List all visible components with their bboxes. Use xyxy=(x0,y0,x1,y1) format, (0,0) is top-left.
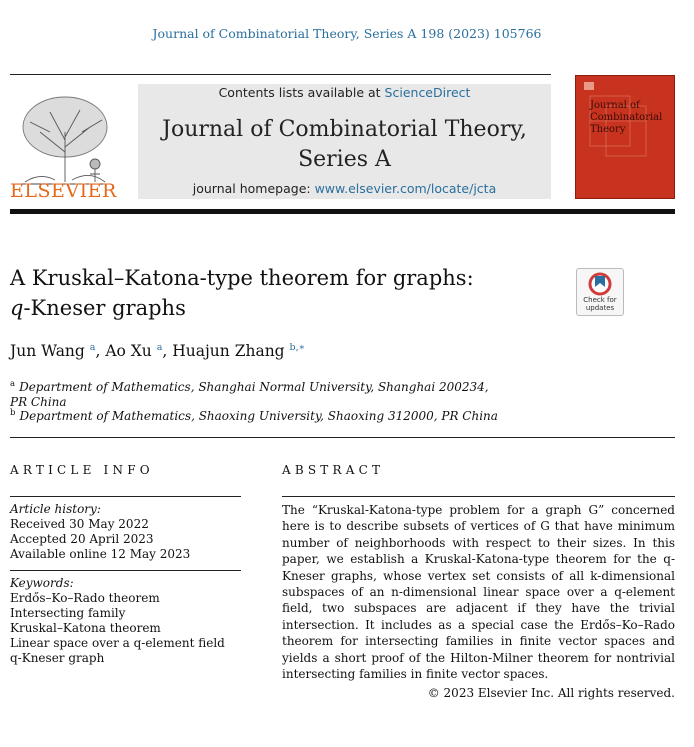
author-list: Jun Wang $^a$, Ao Xu $^a$, Huajun Zhang $^{b,∗}$ xyxy=(10,342,306,361)
contents-prefix: Contents lists available at xyxy=(218,85,385,100)
journal-title xyxy=(138,115,551,175)
author-affiliation-mark[interactable]: b,∗ xyxy=(289,342,306,353)
paper-title-line2 xyxy=(10,293,570,323)
contents-line xyxy=(138,85,551,100)
affiliation-mark: a xyxy=(10,379,16,389)
paper-title xyxy=(10,263,570,323)
abstract-heading: ABSTRACT xyxy=(282,463,385,477)
journal-reference[interactable]: Journal of Combinatorial Theory, Series A 198 (2023) 105766 xyxy=(152,26,542,41)
affiliation-line2: PR China xyxy=(10,395,67,409)
article-history xyxy=(10,502,240,562)
homepage-prefix: journal homepage: xyxy=(192,181,315,196)
affiliation-line1: Department of Mathematics, Shaoxing University, Shaoxing 312000, PR China xyxy=(19,409,498,423)
history-received: Received 30 May 2022 xyxy=(10,517,149,531)
keywords-block xyxy=(10,576,240,666)
keyword-item: Erdős–Ko–Rado theorem xyxy=(10,591,160,605)
title-line2-rest: -Kneser graphs xyxy=(23,296,186,320)
article-info-rule xyxy=(10,496,241,497)
author-affiliation-mark[interactable]: a xyxy=(89,342,96,353)
cover-line-2: Combinatorial xyxy=(590,112,663,123)
paper-title-line1: A Kruskal–Katona-type theorem for graphs: xyxy=(10,266,474,290)
header-top-rule xyxy=(10,74,551,75)
journal-cover-image-icon[interactable] xyxy=(575,75,675,199)
cover-line-1: Journal of xyxy=(590,100,640,111)
history-online: Available online 12 May 2023 xyxy=(10,547,191,561)
title-q-variable: q xyxy=(10,296,24,320)
keywords-rule xyxy=(10,570,241,571)
author-name[interactable]: Ao Xu xyxy=(105,342,152,361)
keyword-item: Kruskal–Katona theorem xyxy=(10,621,161,635)
section-separator xyxy=(10,437,675,438)
history-accepted: Accepted 20 April 2023 xyxy=(10,532,154,546)
keyword-item: Linear space over a q-element field xyxy=(10,636,225,650)
article-history-label: Article history: xyxy=(10,502,101,516)
cover-line-3: Theory xyxy=(590,124,626,135)
copyright-notice: © 2023 Elsevier Inc. All rights reserved. xyxy=(427,686,675,700)
affiliation-b xyxy=(10,406,570,424)
abstract-text: The “Kruskal-Katona-type problem for a graph G” concerned here is to describe subsets of vertices of G that have minimum number of neighborhoods with respect to their sizes. In this paper, we establish a Kruskal-Katona-type theorem for the q-Kneser graphs, whose vertex set consists of all k-dimensional subspaces of an n-dimensional linear space over a q-element field, two subspaces are adjacent if they have the trivial intersection. It includes as a special case the Erdős–Ko–Rado theorem for intersecting families in finite vector spaces and yields a short proof of the Hilton-Milner theorem for nontrivial intersecting families in finite vector spaces. xyxy=(282,503,675,682)
journal-title-line1: Journal of Combinatorial Theory, xyxy=(162,117,527,142)
article-info-heading: ARTICLE INFO xyxy=(10,463,154,477)
elsevier-wordmark[interactable]: ELSEVIER xyxy=(10,180,117,202)
author-name[interactable]: Huajun Zhang xyxy=(172,342,285,361)
affiliation-line1: Department of Mathematics, Shanghai Normal University, Shanghai 200234, xyxy=(19,380,489,394)
journal-title-line2: Series A xyxy=(298,147,391,172)
author-affiliation-mark[interactable]: a xyxy=(156,342,163,353)
sciencedirect-link[interactable]: ScienceDirect xyxy=(384,85,471,100)
author-name[interactable]: Jun Wang xyxy=(10,342,85,361)
check-label-line1: Check for xyxy=(583,296,617,304)
header-bottom-rule xyxy=(10,209,675,214)
affiliation-mark: b xyxy=(10,408,16,418)
keyword-item: Intersecting family xyxy=(10,606,126,620)
keywords-label: Keywords: xyxy=(10,576,74,590)
check-for-updates-label[interactable] xyxy=(576,296,624,312)
cover-title xyxy=(590,100,670,136)
check-label-line2: updates xyxy=(585,304,615,312)
homepage-link[interactable]: www.elsevier.com/locate/jcta xyxy=(314,181,497,196)
homepage-line xyxy=(138,181,551,196)
abstract-rule xyxy=(282,496,675,497)
keyword-item: q-Kneser graph xyxy=(10,651,105,665)
